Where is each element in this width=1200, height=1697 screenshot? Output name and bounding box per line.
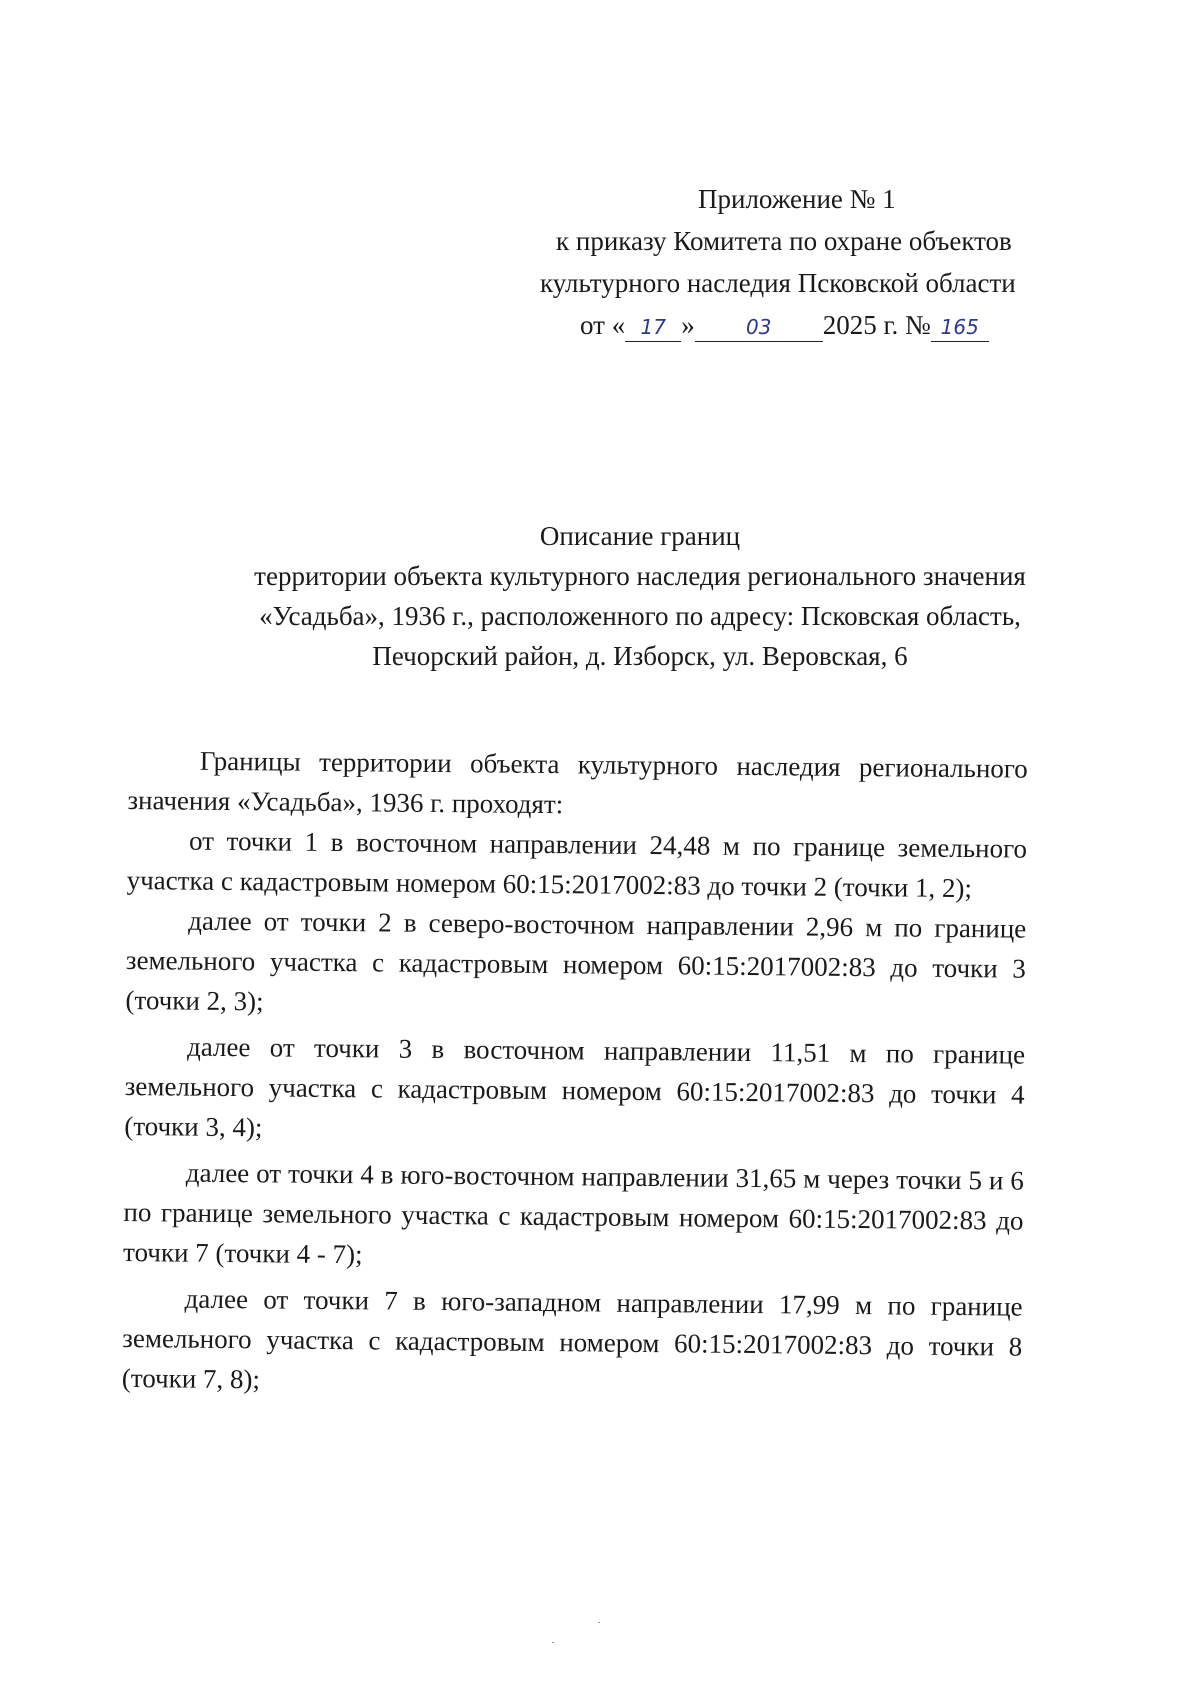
appendix-title: Приложение № 1 [698,184,896,214]
boundary-paragraph-4: далее от точки 4 в юго-восточном направлении 31,65 м через точки 5 и 6 по границе земельного участка с кадастровым номером 60:15:2017002:83 до точки 7 (точки 4 - 7); [122,1157,1024,1270]
document-body [122,740,1028,1407]
appendix-date-line [540,304,1100,346]
document-title [140,516,1140,676]
date-prefix: от « [580,310,626,340]
handwritten-day: 17 [625,313,681,342]
intro-paragraph: Границы территории объекта культурного наследия регионального значения «Усадьба», 1936 г. проходят: [127,745,1028,820]
title-line-1: Описание границ [539,521,741,551]
date-year: 2025 г. № [822,310,931,340]
handwritten-order-number: 165 [931,313,989,342]
boundary-paragraph-2: далее от точки 2 в северо-восточном направлении 2,96 м по границе земельного участка с кадастровым номером 60:15:2017002:83 до точки 3 (точки 2, 3); [125,905,1027,1017]
appendix-order-ref: к приказу Комитета по охране объектов [556,226,1012,256]
boundary-paragraph-5: далее от точки 7 в юго-западном направлении 17,99 м по границе земельного участка с кадастровым номером 60:15:2017002:83 до точки 8 (точки 7, 8); [121,1283,1023,1395]
title-line-4: Печорский район, д. Изборск, ул. Веровская, 6 [372,641,908,671]
title-line-3: «Усадьба», 1936 г., расположенного по адресу: Псковская область, [259,601,1021,631]
boundary-paragraph-1: от точки 1 в восточном направлении 24,48 м по границе земельного участка с кадастровым номером 60:15:2017002:83 до точки 2 (точки 1, 2); [126,825,1028,904]
scan-speck [598,1622,600,1623]
title-line-2: территории объекта культурного наследия регионального значения [254,561,1026,591]
scan-speck [552,1642,554,1643]
boundary-paragraph-3: далее от точки 3 в восточном направлении 11,51 м по границе земельного участка с кадастровым номером 60:15:2017002:83 до точки 4 (точки 3, 4); [124,1031,1026,1143]
handwritten-month: 03 [695,313,823,342]
date-quote-close: » [681,310,695,340]
appendix-committee: культурного наследия Псковской области [540,268,1016,298]
appendix-header [540,178,1100,346]
